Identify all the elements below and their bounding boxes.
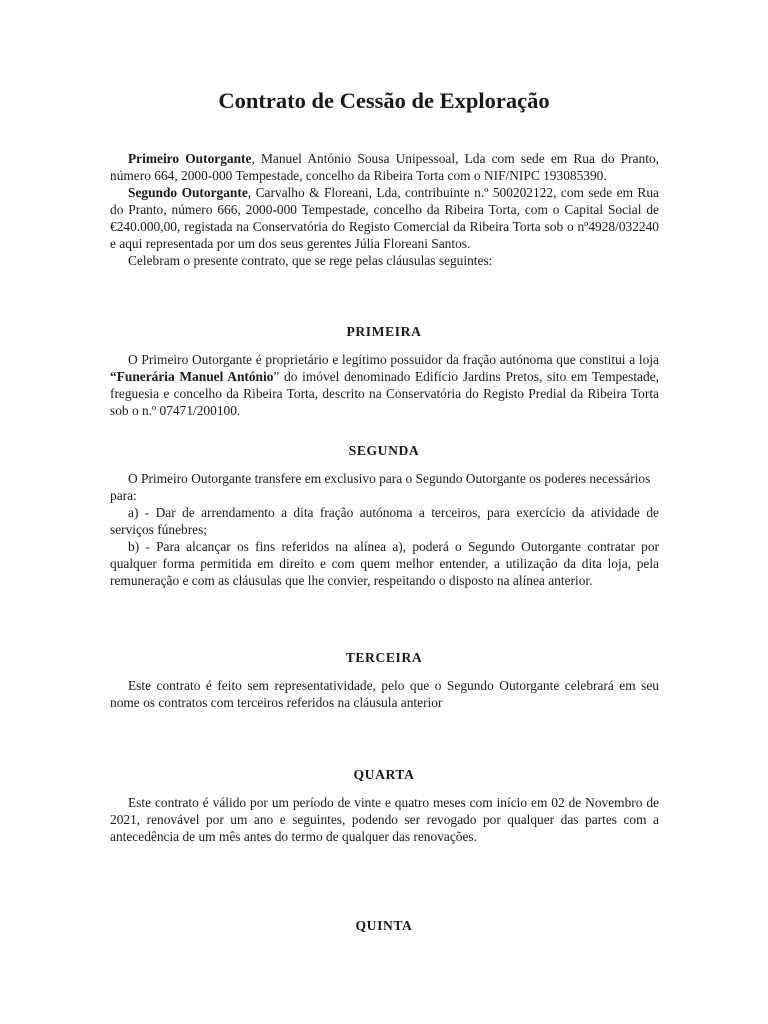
second-party-details: , Carvalho & Floreani, Lda, contribuinte n.º 500202122, com sede em Rua do Pranto, número 666, 2000-000 Tempestade, concelho da Ribeira Torta, com o Capital Social de €240.000,00, registada na Conservatória do Registo Comercial da Ribeira Torta sob o nº4928/032240 e aqui representada por um dos seus gerentes Júlia Floreani Santos. [110,185,660,251]
clause-primeira-text-start: O Primeiro Outorgante é proprietário e legítimo possuidor da fração autónoma que constitui a loja [128,352,659,367]
clause-segunda-item-b: b) - Para alcançar os fins referidos na alínea a), poderá o Segundo Outorgante contratar por qualquer forma permitida em direito e com quem melhor entender, a utilização da dita loja, pela remuneração e com as cláusulas que lhe convier, respeitando o disposto na alínea anterior. [110,539,659,588]
clause-quarta-text: Este contrato é válido por um período de vinte e quatro meses com início em 02 de Novembro de 2021, renovável por um ano e seguintes, podendo ser revogado por qualquer das partes com a antecedência de um mês antes do termo de qualquer das renovações. [110,795,659,844]
clause-segunda-item-a: a) - Dar de arrendamento a dita fração autónoma a terceiros, para exercício da atividade de serviços fúnebres; [110,505,659,537]
parties-section [110,150,659,269]
clause-quarta [110,794,659,845]
clause-terceira [110,677,659,711]
clause-segunda [110,470,659,589]
first-party-label: Primeiro Outorgante [128,151,252,166]
shop-name: “Funerária Manuel António [110,369,274,384]
clause-terceira-text: Este contrato é feito sem representatividade, pelo que o Segundo Outorgante celebrará em seu nome os contratos com terceiros referidos na cláusula anterior [110,678,659,710]
clause-primeira-text [110,351,659,419]
preamble-paragraph: Celebram o presente contrato, que se rege pelas cláusulas seguintes: [128,253,493,268]
first-party-paragraph [110,150,659,184]
second-party-label: Segundo Outorgante [128,185,248,200]
clause-segunda-para: para: [110,488,137,503]
clause-heading-segunda: SEGUNDA [348,443,420,458]
clause-heading-primeira: PRIMEIRA [346,324,422,339]
clause-heading-quarta: QUARTA [353,767,415,782]
clause-heading-terceira: TERCEIRA [345,650,423,665]
document-title: Contrato de Cessão de Exploração [218,88,550,113]
clause-heading-quinta: QUINTA [355,918,413,933]
second-party-paragraph [110,184,659,252]
clause-primeira-text-end: ” do imóvel denominado Edifício Jardins Pretos, sito em Tempestade, freguesia e concelho da Ribeira Torta, descrito na Conservatória do Registo Predial da Ribeira Torta sob o n.º 07471/200100. [110,369,659,418]
first-party-details: , Manuel António Sousa Unipessoal, Lda com sede em Rua do Pranto, número 664, 2000-000 Tempestade, concelho da Ribeira Torta com o NIF/NIPC 193085390. [110,151,660,183]
clause-segunda-intro: O Primeiro Outorgante transfere em exclusivo para o Segundo Outorgante os poderes necessários [128,471,651,486]
clause-primeira [110,351,659,419]
